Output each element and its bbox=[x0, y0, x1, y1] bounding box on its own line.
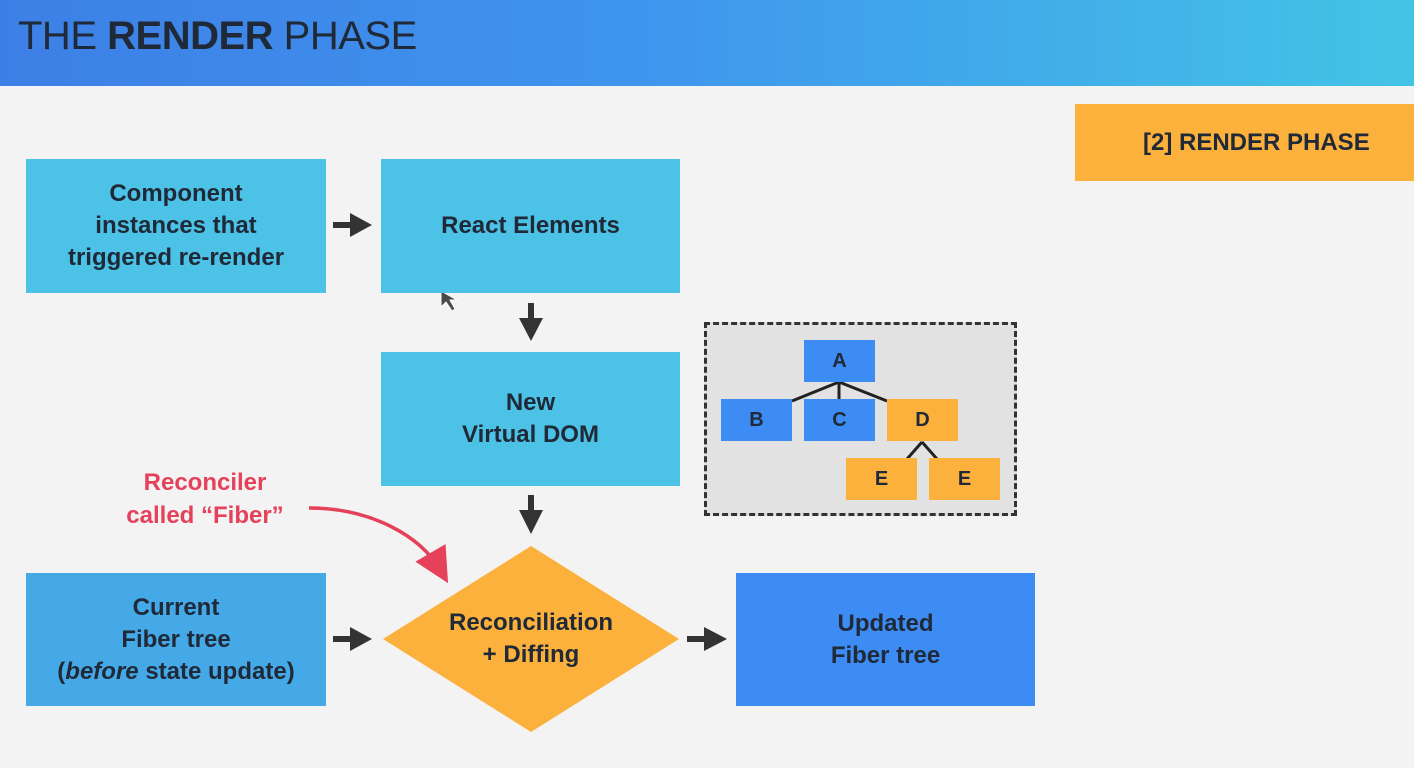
tree-node-c: C bbox=[804, 399, 875, 441]
tree-node-e2: E bbox=[929, 458, 1000, 500]
react-elements-label: React Elements bbox=[441, 212, 620, 239]
arrow-right-2 bbox=[333, 627, 372, 651]
reconciler-label: Reconciler called “Fiber” bbox=[126, 469, 284, 529]
current-fiber-italic: before bbox=[65, 657, 139, 685]
tree-diagram-frame bbox=[704, 322, 1017, 516]
title-suffix: PHASE bbox=[273, 14, 417, 58]
current-fiber-line2: Fiber tree bbox=[121, 625, 231, 653]
arrow-down-2 bbox=[519, 495, 543, 534]
component-instances-label: Component instances that triggered re-render bbox=[67, 180, 285, 271]
current-fiber-paren-open: ( bbox=[57, 657, 66, 685]
tree-node-a: A bbox=[804, 340, 875, 382]
arrow-down-1 bbox=[519, 303, 543, 341]
current-fiber-box bbox=[26, 573, 326, 706]
virtual-dom-box bbox=[381, 352, 680, 486]
title-bold: RENDER bbox=[107, 14, 274, 58]
tree-node-b: B bbox=[721, 399, 792, 441]
updated-fiber-box bbox=[736, 573, 1035, 706]
title-prefix: THE bbox=[18, 14, 108, 58]
reconciliation-label: Reconciliation + Diffing bbox=[448, 609, 614, 668]
arrow-right-1 bbox=[333, 213, 372, 237]
current-fiber-line1: Current bbox=[132, 593, 220, 621]
current-fiber-line3 bbox=[57, 656, 294, 688]
arrow-right-3 bbox=[687, 627, 727, 651]
phase-badge: [2] RENDER PHASE bbox=[1075, 104, 1414, 181]
component-instances-box bbox=[26, 159, 326, 293]
tree-node-d: D bbox=[887, 399, 958, 441]
react-elements-box bbox=[381, 159, 680, 293]
updated-fiber-label: Updated Fiber tree bbox=[830, 609, 941, 669]
current-fiber-rest: state update) bbox=[138, 657, 295, 685]
mouse-cursor-icon bbox=[441, 291, 457, 311]
virtual-dom-label: New Virtual DOM bbox=[462, 389, 599, 448]
reconciliation-diamond bbox=[383, 546, 679, 732]
tree-node-e1: E bbox=[846, 458, 917, 500]
reconciler-curved-arrow bbox=[309, 508, 441, 571]
